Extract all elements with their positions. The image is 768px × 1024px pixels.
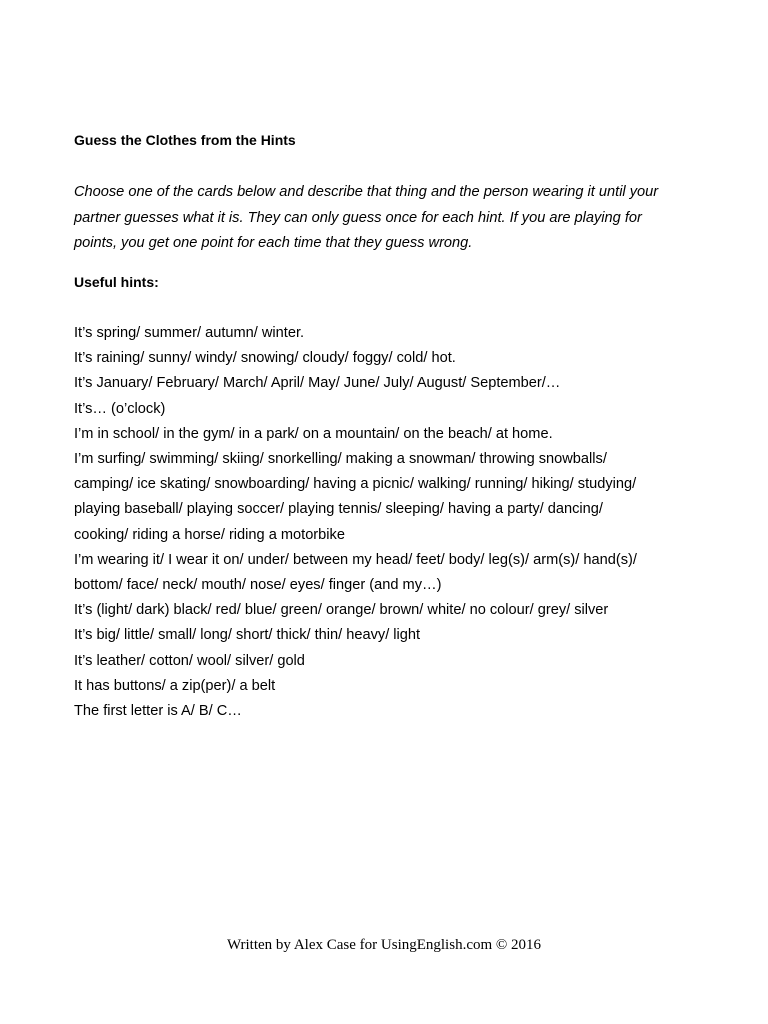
hint-line: It’s big/ little/ small/ long/ short/ thick/ thin/ heavy/ light [74, 627, 421, 644]
hints-heading: Useful hints: [74, 274, 159, 290]
hint-line: camping/ ice skating/ snowboarding/ having a picnic/ walking/ running/ hiking/ studying/ [74, 476, 637, 493]
hint-line: It’s (light/ dark) black/ red/ blue/ green/ orange/ brown/ white/ no colour/ grey/ silver [74, 602, 609, 619]
hint-line: The first letter is A/ B/ C… [74, 703, 242, 720]
instructions-line: points, you get one point for each time that they guess wrong. [74, 235, 473, 251]
hint-line: bottom/ face/ neck/ mouth/ nose/ eyes/ finger (and my…) [74, 577, 442, 594]
hints-list [74, 321, 714, 724]
hint-line: I’m wearing it/ I wear it on/ under/ between my head/ feet/ body/ leg(s)/ arm(s)/ hand(s)/ [74, 551, 637, 568]
hint-line: It’s raining/ sunny/ windy/ snowing/ cloudy/ foggy/ cold/ hot. [74, 350, 456, 367]
hint-line: It’s January/ February/ March/ April/ May/ June/ July/ August/ September/… [74, 375, 561, 392]
document-title: Guess the Clothes from the Hints [74, 132, 296, 148]
hint-line: I’m in school/ in the gym/ in a park/ on a mountain/ on the beach/ at home. [74, 425, 553, 442]
hint-line: playing baseball/ playing soccer/ playing tennis/ sleeping/ having a party/ dancing/ [74, 501, 603, 518]
hint-line: It has buttons/ a zip(per)/ a belt [74, 677, 276, 694]
hint-line: It’s spring/ summer/ autumn/ winter. [74, 325, 305, 341]
page-footer: Written by Alex Case for UsingEnglish.com © 2016 [226, 937, 542, 953]
hint-line: It’s leather/ cotton/ wool/ silver/ gold [74, 652, 305, 669]
instructions-paragraph [74, 180, 714, 257]
hint-line: I’m surfing/ swimming/ skiing/ snorkelling/ making a snowman/ throwing snowballs/ [74, 451, 607, 468]
instructions-line: Choose one of the cards below and describe that thing and the person wearing it until your [74, 184, 659, 200]
hint-line: It’s… (o’clock) [74, 400, 166, 417]
hint-line: cooking/ riding a horse/ riding a motorbike [74, 526, 345, 543]
instructions-line: partner guesses what it is. They can only guess once for each hint. If you are playing for [74, 209, 642, 226]
